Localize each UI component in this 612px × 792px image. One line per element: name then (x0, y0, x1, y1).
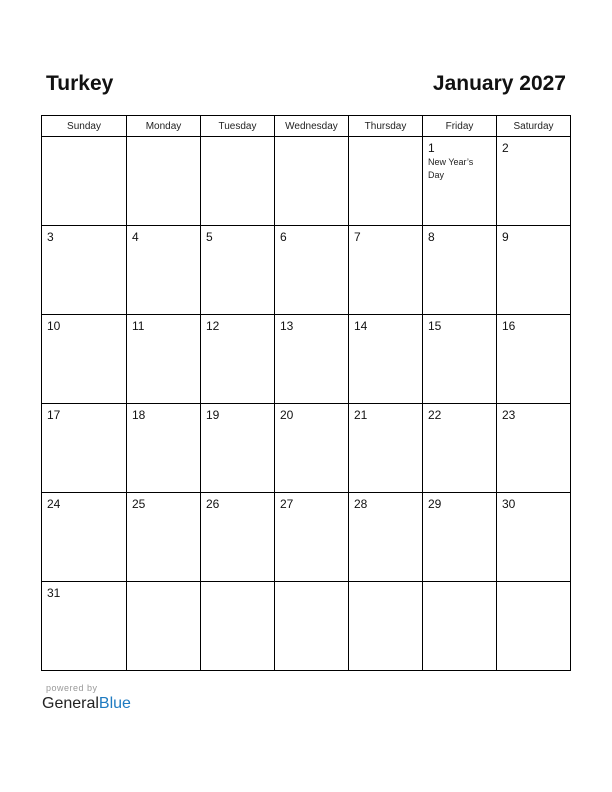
day-number: 4 (132, 230, 139, 244)
day-number: 17 (47, 408, 61, 422)
weekday-header: Saturday (497, 116, 571, 137)
day-cell (349, 137, 423, 226)
day-number (275, 582, 348, 586)
day-number: 24 (47, 497, 61, 511)
weekday-header: Tuesday (201, 116, 275, 137)
weekday-header: Sunday (42, 116, 127, 137)
day-number: 23 (502, 408, 516, 422)
month-title: January 2027 (432, 72, 566, 95)
day-cell (423, 226, 497, 315)
day-number: 14 (354, 319, 368, 333)
day-number: 8 (428, 230, 435, 244)
day-cell (42, 315, 127, 404)
day-cell (497, 493, 571, 582)
day-cell (201, 493, 275, 582)
day-number: 28 (354, 497, 368, 511)
generalblue-logo[interactable] (42, 695, 131, 713)
day-number: 15 (428, 319, 442, 333)
day-cell (42, 404, 127, 493)
day-cell (349, 493, 423, 582)
powered-by-label: powered by (46, 683, 98, 693)
day-number (423, 582, 496, 586)
day-cell (275, 404, 349, 493)
day-number: 26 (206, 497, 220, 511)
weekday-header: Thursday (349, 116, 423, 137)
holiday-label: New Year’s Day (428, 157, 474, 180)
weekday-header: Monday (127, 116, 201, 137)
week-row (42, 493, 571, 582)
day-cell (423, 137, 497, 226)
day-number (349, 137, 422, 141)
day-number: 27 (280, 497, 294, 511)
day-number (275, 137, 348, 141)
week-row (42, 137, 571, 226)
day-number: 20 (280, 408, 294, 422)
country-title: Turkey (46, 72, 114, 95)
weekday-header: Wednesday (275, 116, 349, 137)
day-number (497, 582, 570, 586)
day-number: 11 (132, 319, 145, 333)
day-number: 13 (280, 319, 294, 333)
day-cell (349, 582, 423, 671)
day-cell (42, 226, 127, 315)
day-cell (127, 226, 201, 315)
day-number: 16 (502, 319, 516, 333)
day-cell (497, 582, 571, 671)
day-number: 6 (280, 230, 287, 244)
day-number (201, 137, 274, 141)
day-number: 3 (47, 230, 54, 244)
day-cell (423, 315, 497, 404)
day-cell (275, 493, 349, 582)
day-cell (423, 493, 497, 582)
day-number: 9 (502, 230, 509, 244)
day-number (127, 582, 200, 586)
day-number: 1 (428, 141, 435, 155)
day-cell (201, 404, 275, 493)
day-number (349, 582, 422, 586)
day-cell (349, 226, 423, 315)
day-number (127, 137, 200, 141)
day-number: 29 (428, 497, 442, 511)
brand-text-general: General (42, 695, 99, 712)
day-cell (497, 315, 571, 404)
day-number: 25 (132, 497, 146, 511)
day-cell (127, 315, 201, 404)
day-number (201, 582, 274, 586)
day-cell (497, 404, 571, 493)
day-cell (201, 226, 275, 315)
day-number: 2 (502, 141, 509, 155)
week-row (42, 226, 571, 315)
week-row (42, 404, 571, 493)
day-cell (127, 404, 201, 493)
brand-text-blue: Blue (98, 695, 131, 712)
weekday-header: Friday (423, 116, 497, 137)
day-cell (423, 404, 497, 493)
week-row (42, 582, 571, 671)
day-cell (275, 315, 349, 404)
day-number: 22 (428, 408, 442, 422)
day-cell (349, 315, 423, 404)
week-row (42, 315, 571, 404)
day-cell (201, 137, 275, 226)
day-number: 21 (354, 408, 368, 422)
day-number: 30 (502, 497, 516, 511)
day-number: 12 (206, 319, 220, 333)
day-cell (423, 582, 497, 671)
day-number: 5 (206, 230, 213, 244)
day-cell (42, 582, 127, 671)
day-cell (275, 137, 349, 226)
day-cell (127, 137, 201, 226)
day-number: 31 (47, 586, 61, 600)
day-number: 7 (354, 230, 361, 244)
day-cell (497, 226, 571, 315)
day-number: 18 (132, 408, 146, 422)
day-cell (127, 493, 201, 582)
day-cell (201, 582, 275, 671)
day-cell (127, 582, 201, 671)
day-number: 19 (206, 408, 220, 422)
day-cell (275, 226, 349, 315)
day-cell (42, 137, 127, 226)
calendar-grid (41, 115, 571, 671)
weekday-header-row (42, 116, 571, 137)
day-cell (497, 137, 571, 226)
day-number (42, 137, 126, 141)
day-cell (275, 582, 349, 671)
day-cell (201, 315, 275, 404)
day-cell (42, 493, 127, 582)
day-cell (349, 404, 423, 493)
day-number: 10 (47, 319, 61, 333)
